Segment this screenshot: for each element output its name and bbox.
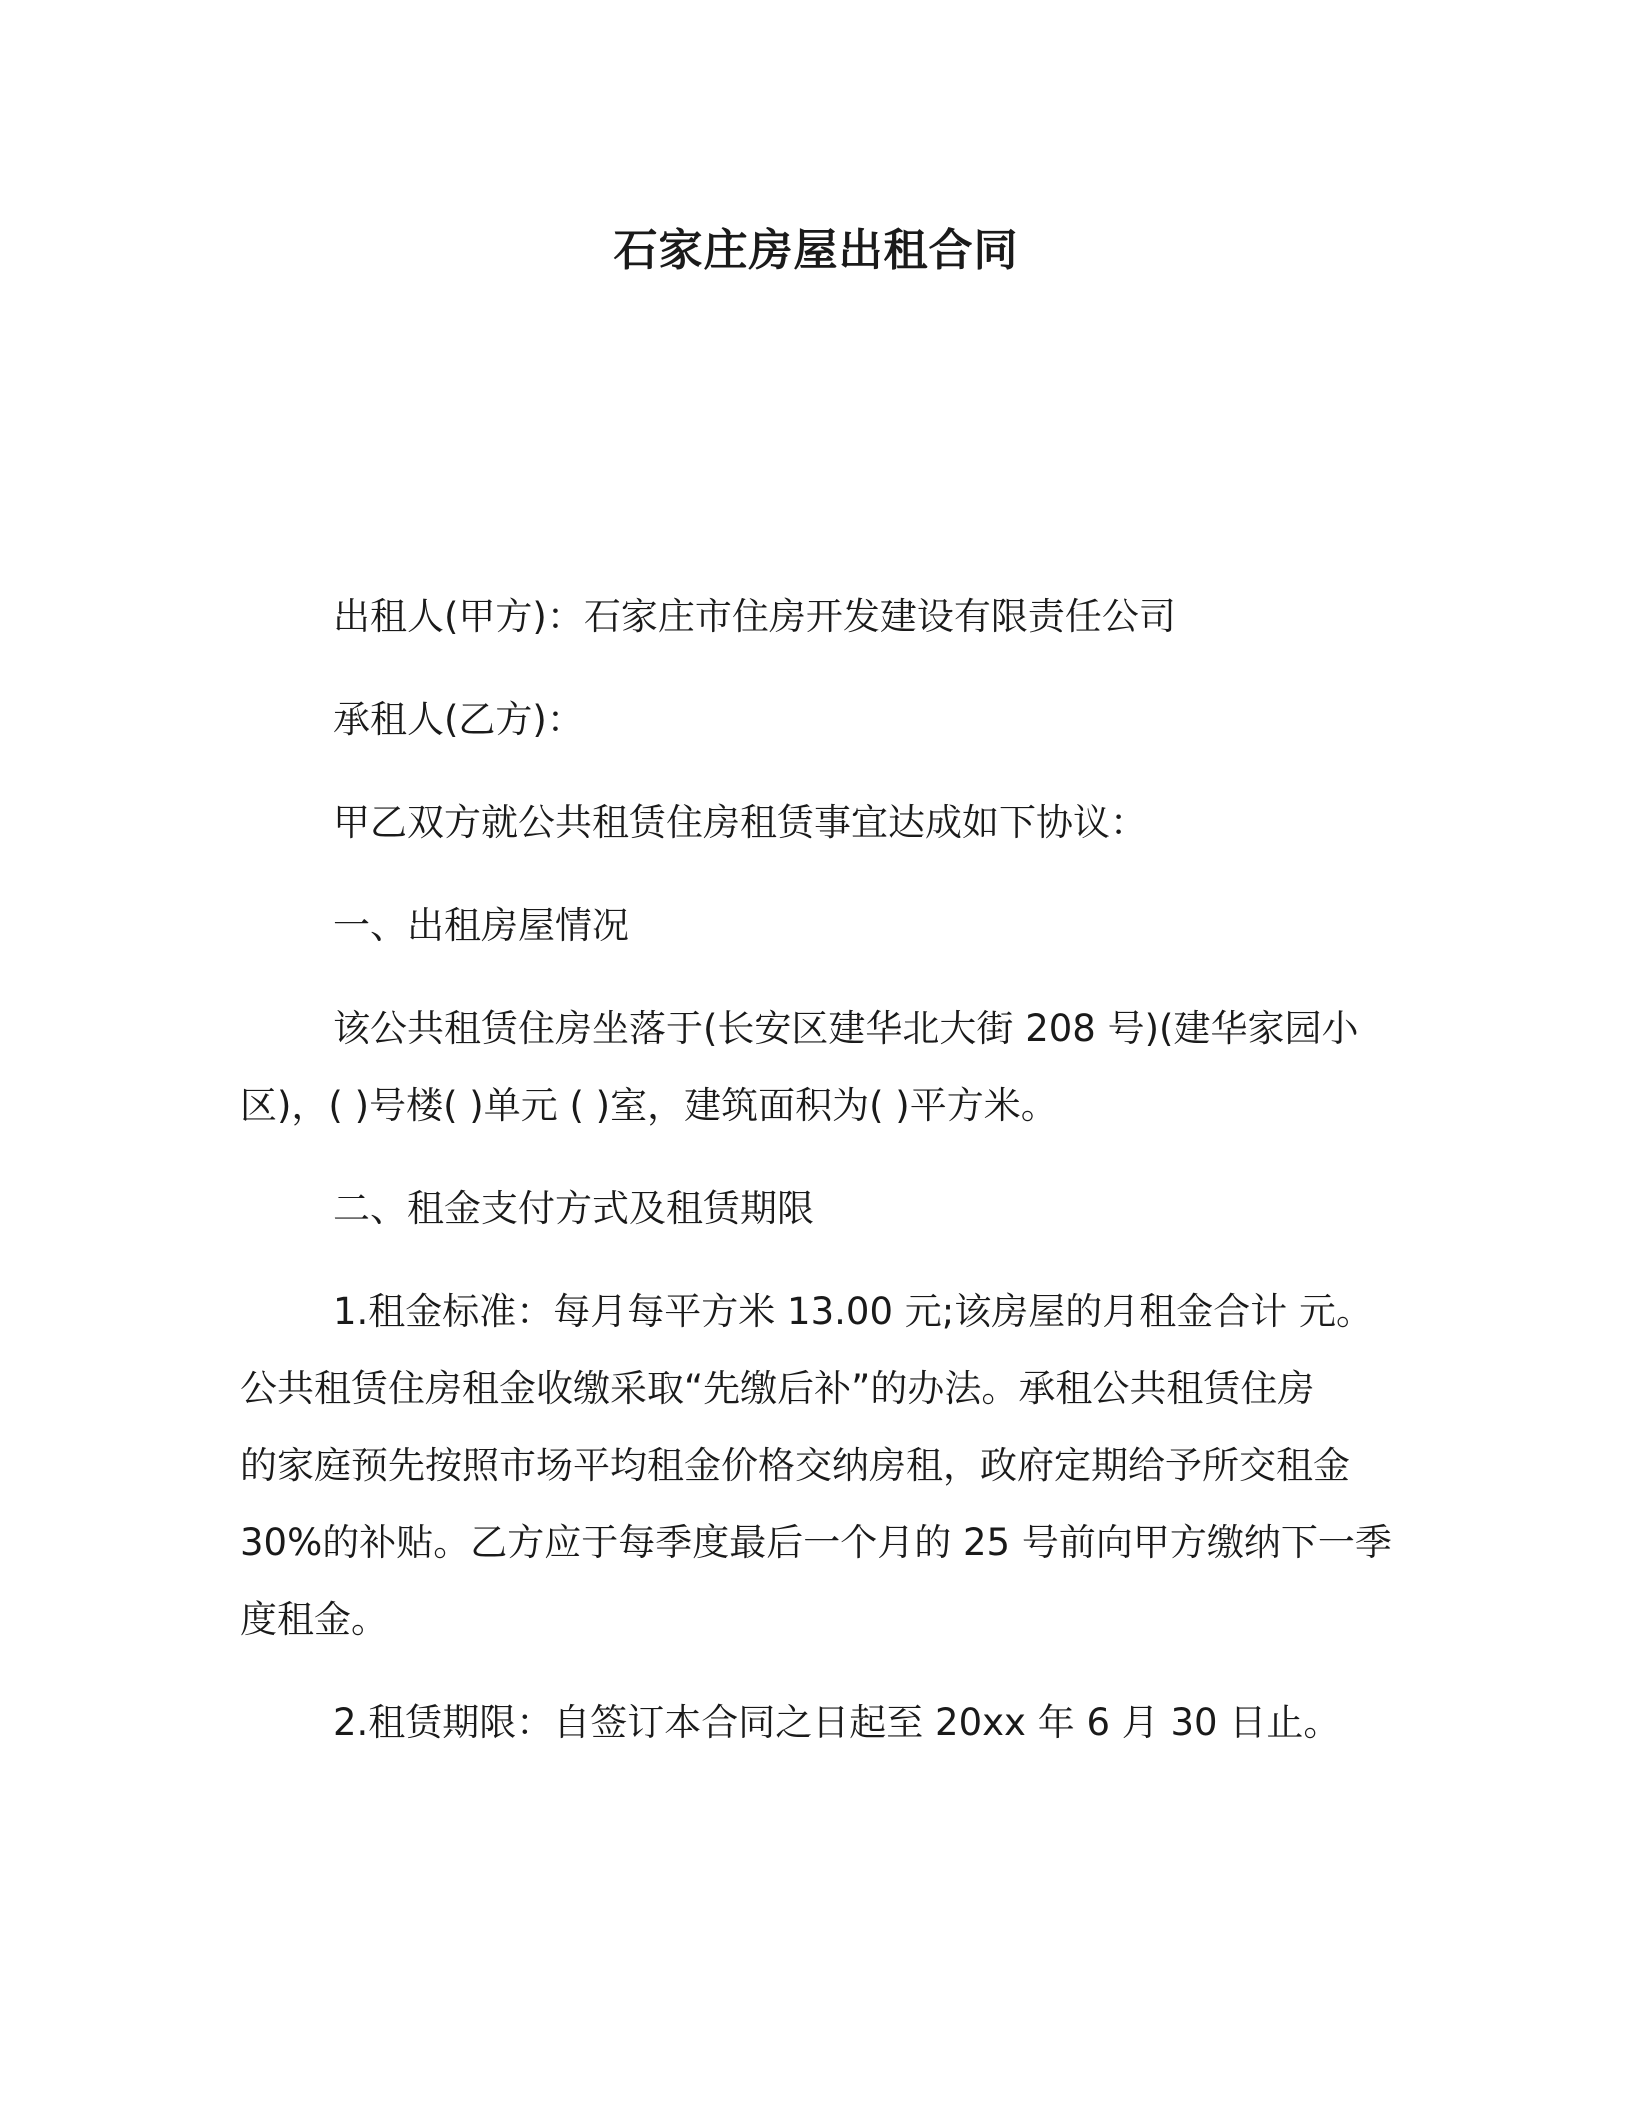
text-line: 公共租赁住房租金收缴采取“先缴后补”的办法。承租公共租赁住房 xyxy=(240,1367,1315,1410)
text-line: 该公共租赁住房坐落于(长安区建华北大街 208 号)(建华家园小 xyxy=(333,1007,1359,1050)
text-line: 度租金。 xyxy=(240,1598,388,1641)
text-line: 2.租赁期限：自签订本合同之日起至 20xx 年 6 月 30 日止。 xyxy=(333,1701,1341,1744)
text-line: 1.租金标准：每月每平方米 13.00 元;该房屋的月租金合计 元。 xyxy=(333,1290,1373,1333)
lessor-paragraph xyxy=(240,578,1410,655)
lease-term-clause xyxy=(240,1684,1410,1761)
text-line: 区)，( )号楼( )单元 ( )室，建筑面积为( )平方米。 xyxy=(240,1084,1058,1127)
text-line: 一、出租房屋情况 xyxy=(333,904,629,947)
text-line: 二、租金支付方式及租赁期限 xyxy=(333,1187,814,1230)
rent-standard-clause xyxy=(240,1273,1410,1658)
text-line: 承租人(乙方)： xyxy=(333,698,584,741)
section-heading-1 xyxy=(240,887,1410,964)
text-line: 出租人(甲方)：石家庄市住房开发建设有限责任公司 xyxy=(333,595,1176,638)
document-title: 石家庄房屋出租合同 xyxy=(613,225,1019,276)
agreement-intro-paragraph xyxy=(240,784,1410,861)
text-line: 30%的补贴。乙方应于每季度最后一个月的 25 号前向甲方缴纳下一季 xyxy=(240,1521,1392,1564)
text-line: 甲乙双方就公共租赁住房租赁事宜达成如下协议： xyxy=(333,801,1147,844)
section-heading-2 xyxy=(240,1170,1410,1247)
lessee-paragraph xyxy=(240,681,1410,758)
text-line: 的家庭预先按照市场平均租金价格交纳房租，政府定期给予所交租金 xyxy=(240,1444,1350,1487)
document-body xyxy=(240,578,1410,1787)
property-description-paragraph xyxy=(240,990,1410,1144)
